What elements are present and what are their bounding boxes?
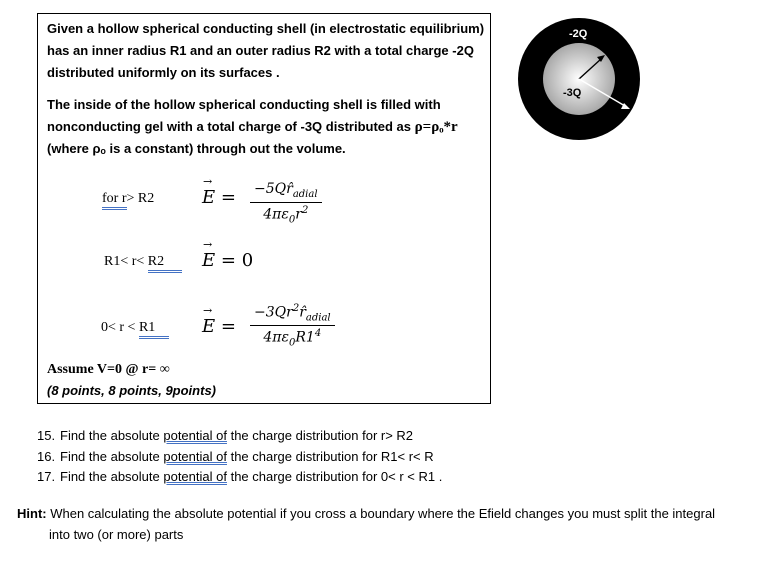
problem-paragraph-2 xyxy=(47,94,458,160)
efield-fraction-outer xyxy=(250,181,322,225)
denominator-sub: 0 xyxy=(289,337,296,349)
denominator-sup: 2 xyxy=(301,204,309,216)
shell-diagram xyxy=(517,17,641,141)
question-16 xyxy=(37,447,434,467)
para2-line xyxy=(47,116,458,138)
numerator: −5Qr̂ xyxy=(254,181,293,197)
efield-vector: → E xyxy=(202,187,215,208)
hint-text: into two (or more) parts xyxy=(49,527,184,542)
label-text: 0< r < xyxy=(101,320,139,335)
label-text: for xyxy=(102,191,122,206)
problem-box xyxy=(37,13,491,404)
inner-charge-label: -3Q xyxy=(563,87,582,99)
hint-label: Hint: xyxy=(17,506,47,521)
efield-vector: → E xyxy=(202,250,215,271)
para2-line: The inside of the hollow spherical conducting shell is filled with xyxy=(47,97,441,112)
problem-paragraph-1 xyxy=(47,18,484,84)
hint-text: When calculating the absolute potential if you cross a boundary where the Efield changes you must split the integral xyxy=(46,506,716,521)
question-text: potential of xyxy=(163,449,227,464)
outer-charge-label: -2Q xyxy=(569,28,588,40)
question-number: 15. xyxy=(37,428,56,443)
region-label-inner xyxy=(101,320,169,339)
hint xyxy=(17,503,757,545)
para2-line xyxy=(47,138,458,160)
efield-fraction-inner xyxy=(250,303,335,349)
efield-equation-middle xyxy=(202,250,253,271)
region-label-outer xyxy=(102,191,154,210)
denominator-tail: r xyxy=(295,206,302,223)
efield-vector: → E xyxy=(202,316,215,337)
para2-text: is a constant) through out the volume. xyxy=(105,141,346,156)
boundary-condition: Assume V=0 @ r= ∞ xyxy=(47,362,170,377)
equals-sign: = xyxy=(220,187,236,208)
efield-value: 0 xyxy=(241,250,254,271)
denominator-sup: 4 xyxy=(314,328,322,340)
question-text: potential of xyxy=(163,469,227,484)
points-allocation: (8 points, 8 points, 9points) xyxy=(47,383,216,398)
numerator-sub: adial xyxy=(305,312,331,324)
equals-sign: = xyxy=(220,250,236,271)
numerator-tail: r̂ xyxy=(299,304,306,321)
rho0-symbol: ρₒ xyxy=(92,141,106,156)
question-number: 16. xyxy=(37,449,56,464)
efield-equation-outer xyxy=(202,187,236,208)
question-text: potential of xyxy=(163,428,227,443)
label-text: > R2 xyxy=(126,191,155,206)
denominator: 4πε xyxy=(263,206,289,223)
label-text: R1< r< xyxy=(104,254,148,269)
question-text: Find the absolute xyxy=(60,428,164,443)
para2-text: (where xyxy=(47,141,93,156)
question-text: Find the absolute xyxy=(60,469,164,484)
numerator: −3Qr xyxy=(254,304,293,321)
label-text: r xyxy=(121,191,127,206)
question-text: Find the absolute xyxy=(60,449,164,464)
question-text: the charge distribution for R1< r< R xyxy=(226,449,434,464)
numerator-sup: 2 xyxy=(292,303,300,314)
denominator: 4πε xyxy=(263,330,290,347)
denominator-tail: R1 xyxy=(295,330,315,347)
denominator-sub: 0 xyxy=(288,214,296,226)
para1-line: has an inner radius R1 and an outer radius R2 with a total charge -2Q xyxy=(47,43,474,58)
label-text: R1 xyxy=(139,320,169,339)
equals-sign: = xyxy=(220,316,236,337)
question-text: the charge distribution for r> R2 xyxy=(226,428,414,443)
region-label-middle xyxy=(104,254,182,273)
question-17 xyxy=(37,467,442,487)
numerator-sub: adial xyxy=(292,188,318,200)
para2-text: nonconducting gel with a total charge of -3Q distributed as xyxy=(47,119,415,134)
label-text: R2 xyxy=(148,254,182,273)
question-text: the charge distribution for 0< r < R1 . xyxy=(226,469,443,484)
question-number: 17. xyxy=(37,469,56,484)
question-15 xyxy=(37,426,413,446)
para1-line: distributed uniformly on its surfaces . xyxy=(47,65,280,80)
efield-equation-inner xyxy=(202,316,236,337)
rho-expression: ρ=ρₒ*r xyxy=(414,119,458,135)
para1-line: Given a hollow spherical conducting shell (in electrostatic equilibrium) xyxy=(47,21,485,36)
